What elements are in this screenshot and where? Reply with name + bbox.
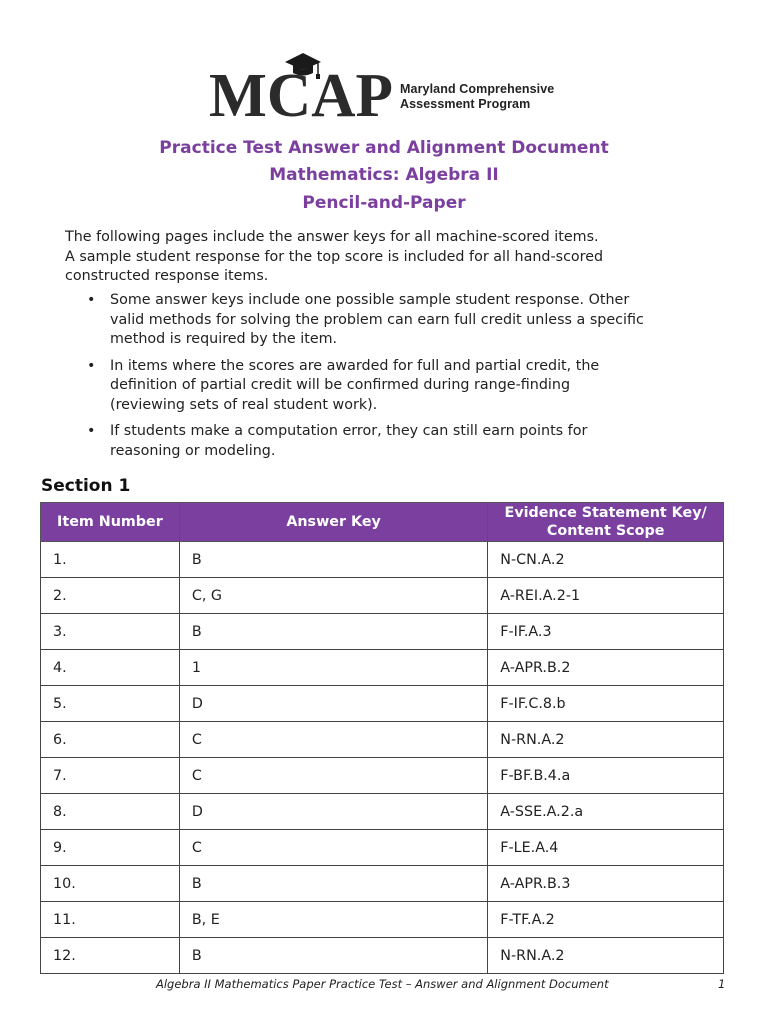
notes-list-item: [65, 422, 705, 461]
section-heading: Section 1: [41, 476, 131, 496]
column-header-item-number: Item Number: [41, 503, 180, 542]
answer-key-cell: C: [179, 722, 487, 758]
notes-list-item: [65, 291, 705, 350]
footer-text: Algebra II Mathematics Paper Practice Test – Answer and Alignment Document: [156, 977, 609, 991]
answer-key-cell: C: [179, 758, 487, 794]
mcap-logo: [207, 48, 567, 124]
mcap-wordmark-text: MCAP: [209, 62, 393, 124]
intro-paragraph: [65, 228, 685, 287]
answer-key-cell: B: [179, 866, 487, 902]
note-line: (reviewing sets of real student work).: [110, 396, 378, 413]
answer-key-cell: B: [179, 542, 487, 578]
table-row: [41, 614, 724, 650]
evidence-cell: F-IF.C.8.b: [488, 686, 724, 722]
column-header-evidence: [488, 503, 724, 542]
item-number-cell: 4.: [41, 650, 180, 686]
table-row: [41, 866, 724, 902]
note-line: method is required by the item.: [110, 331, 338, 347]
evidence-cell: A-APR.B.2: [488, 650, 724, 686]
note-line: valid methods for solving the problem can earn full credit unless a specific: [110, 311, 644, 328]
answer-key-cell: D: [179, 686, 487, 722]
format-title: Pencil-and-Paper: [302, 193, 466, 213]
table-row: [41, 722, 724, 758]
intro-line: The following pages include the answer keys for all machine-scored items.: [65, 229, 599, 245]
item-number-cell: 5.: [41, 686, 180, 722]
evidence-cell: N-RN.A.2: [488, 938, 724, 974]
table-row: [41, 902, 724, 938]
bullet-icon: •: [87, 292, 96, 308]
intro-line: constructed response items.: [65, 268, 269, 284]
page-number: 1: [718, 977, 726, 991]
answer-key-cell: B, E: [179, 902, 487, 938]
column-header-evidence-line2: Content Scope: [546, 523, 665, 539]
note-line: reasoning or modeling.: [110, 442, 276, 459]
item-number-cell: 6.: [41, 722, 180, 758]
bullet-icon: •: [87, 423, 96, 439]
table-row: [41, 794, 724, 830]
answer-key-table: [40, 502, 724, 974]
item-number-cell: 1.: [41, 542, 180, 578]
item-number-cell: 8.: [41, 794, 180, 830]
evidence-cell: F-TF.A.2: [488, 902, 724, 938]
evidence-cell: F-IF.A.3: [488, 614, 724, 650]
answer-key-cell: C: [179, 830, 487, 866]
note-line: If students make a computation error, they can still earn points for: [110, 423, 588, 439]
table-row: [41, 938, 724, 974]
table-row: [41, 758, 724, 794]
column-header-evidence-line1: Evidence Statement Key/: [504, 505, 707, 521]
note-line: In items where the scores are awarded for full and partial credit, the: [110, 357, 600, 374]
evidence-cell: N-RN.A.2: [488, 722, 724, 758]
table-row: [41, 578, 724, 614]
item-number-cell: 2.: [41, 578, 180, 614]
answer-key-cell: C, G: [179, 578, 487, 614]
notes-list-item: [65, 357, 705, 416]
evidence-cell: A-SSE.A.2.a: [488, 794, 724, 830]
item-number-cell: 9.: [41, 830, 180, 866]
table-row: [41, 830, 724, 866]
item-number-cell: 12.: [41, 938, 180, 974]
logo-subtitle-line1: Maryland Comprehensive: [400, 82, 555, 96]
item-number-cell: 3.: [41, 614, 180, 650]
answer-key-cell: 1: [179, 650, 487, 686]
evidence-cell: F-LE.A.4: [488, 830, 724, 866]
table-row: [41, 686, 724, 722]
evidence-cell: N-CN.A.2: [488, 542, 724, 578]
bullet-icon: •: [87, 357, 96, 374]
evidence-cell: A-REI.A.2-1: [488, 578, 724, 614]
item-number-cell: 10.: [41, 866, 180, 902]
column-header-answer-key: Answer Key: [179, 503, 487, 542]
notes-list: [65, 291, 705, 468]
logo-subtitle-line2: Assessment Program: [400, 97, 531, 111]
item-number-cell: 11.: [41, 902, 180, 938]
intro-line: A sample student response for the top score is included for all hand-scored: [65, 248, 604, 265]
table-row: [41, 542, 724, 578]
item-number-cell: 7.: [41, 758, 180, 794]
answer-key-cell: B: [179, 614, 487, 650]
note-line: definition of partial credit will be confirmed during range-finding: [110, 377, 571, 393]
logo-subtitle: [400, 82, 554, 112]
mcap-wordmark: [207, 48, 397, 124]
evidence-cell: A-APR.B.3: [488, 866, 724, 902]
answer-key-cell: D: [179, 794, 487, 830]
evidence-cell: F-BF.B.4.a: [488, 758, 724, 794]
note-line: Some answer keys include one possible sample student response. Other: [110, 292, 630, 308]
answer-key-cell: B: [179, 938, 487, 974]
table-row: [41, 650, 724, 686]
subject-title: Mathematics: Algebra II: [269, 165, 499, 185]
table-header-row: [41, 503, 724, 542]
document-title: Practice Test Answer and Alignment Document: [159, 138, 609, 158]
